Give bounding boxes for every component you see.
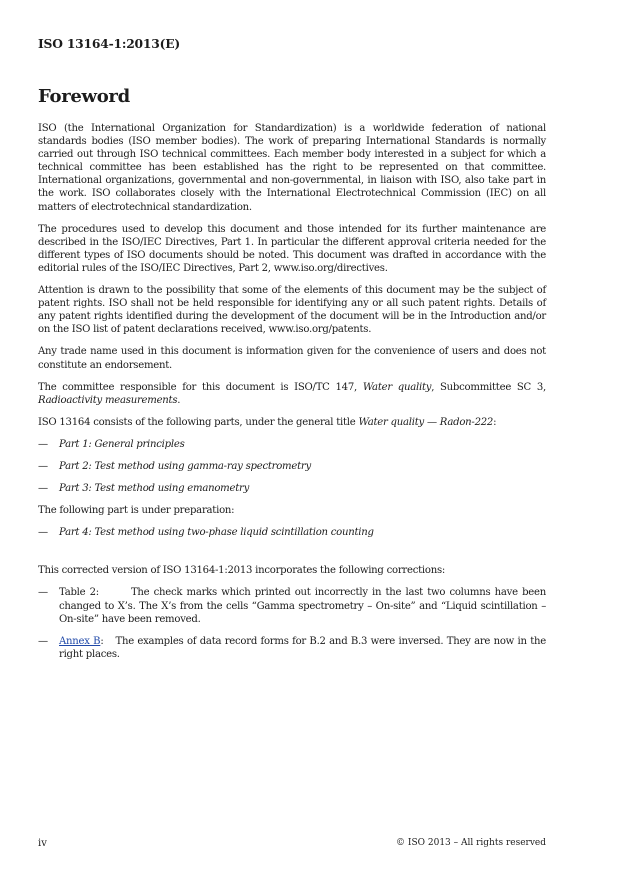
subcommittee-name: Radioactivity measurements [38, 394, 178, 406]
part-title: Part 1: General principles [59, 438, 185, 450]
part-title: Part 2: Test method using gamma-ray spectrometry [59, 460, 311, 472]
section-title: Foreword [38, 86, 130, 107]
paragraph-patents: Attention is drawn to the possibility that some of the elements of this document may be the subject of patent rights. ISO shall not be held responsible for identifying any or all such patent rights. Details of any patent rights identified during the development of the document will be in the Introduction and/or on the ISO list of patent declarations received, www.iso.org/patents. [38, 285, 546, 336]
dash-bullet: — [38, 587, 48, 599]
paragraph-trade-name: Any trade name used in this document is information given for the convenience of users and does not constitute an endorsement. [38, 346, 546, 371]
committee-text: , Subcommittee SC 3, [431, 381, 546, 393]
spacer [38, 548, 546, 564]
paragraph-iso-intro: ISO (the International Organization for Standardization) is a worldwide federation of national standards bodies (ISO member bodies). The work of preparing International Standards is normally carried out through ISO technical committees. Each member body interested in a subject for which a technical committee has been established has the right to be represented on that committee. International organizations, governmental and non-governmental, in liaison with ISO, also take part in the work. ISO collaborates closely with the International Electrotechnical Commission (IEC) on all matters of electrotechnical standardization. [38, 123, 546, 213]
list-item-part-2 [38, 460, 546, 473]
general-title: Water quality — Radon-222 [358, 416, 494, 428]
correction-text [59, 586, 546, 625]
paragraph-procedures: The procedures used to develop this document and those intended for its further maintenance are described in the ISO/IEC Directives, Part 1. In particular the different approval criteria needed for the different types of ISO documents should be noted. This document was drafted in accordance with the editorial rules of the ISO/IEC Directives, Part 2, www.iso.org/directives. [38, 223, 546, 274]
paragraph-committee [38, 381, 546, 407]
correction-label: Table 2: [59, 587, 99, 599]
correction-description: The check marks which printed out incorrectly in the last two columns have been changed to X’s. The X’s from the cells “Gamma spectrometry – On-site” and “Liquid scintillation – On-site” have been removed. [59, 587, 546, 625]
list-item-part-1 [38, 438, 546, 451]
dash-bullet: — [38, 527, 48, 539]
paragraph-parts-intro [38, 416, 546, 429]
page-number: iv [38, 838, 47, 849]
parts-intro-text: ISO 13164 consists of the following parts, under the general title [38, 416, 359, 428]
dash-bullet: — [38, 635, 48, 647]
parts-intro-text: : [493, 416, 497, 428]
dash-bullet: — [38, 438, 48, 450]
annex-b-link[interactable]: Annex B [59, 635, 101, 647]
correction-item-table-2 [38, 586, 546, 625]
paragraph-under-preparation: The following part is under preparation: [38, 505, 235, 517]
committee-name: Water quality [362, 381, 432, 393]
foreword-body [38, 122, 546, 670]
dash-bullet: — [38, 460, 48, 472]
correction-description: The examples of data record forms for B.2 and B.3 were inversed. They are now in the right places. [59, 635, 546, 660]
committee-text: . [177, 394, 181, 406]
document-id-header: ISO 13164-1:2013(E) [38, 36, 181, 51]
dash-bullet: — [38, 483, 48, 495]
part-title: Part 4: Test method using two-phase liquid scintillation counting [59, 527, 374, 539]
correction-text [59, 635, 546, 661]
label-colon: : [100, 635, 104, 647]
correction-item-annex-b [38, 635, 546, 661]
list-item-part-4 [38, 526, 546, 539]
part-title: Part 3: Test method using emanometry [59, 483, 250, 495]
list-item-part-3 [38, 482, 546, 495]
copyright-notice: © ISO 2013 – All rights reserved [396, 838, 546, 848]
committee-text: The committee responsible for this document is ISO/TC 147, [38, 381, 363, 393]
paragraph-corrections-intro: This corrected version of ISO 13164-1:2013 incorporates the following corrections: [38, 565, 446, 577]
